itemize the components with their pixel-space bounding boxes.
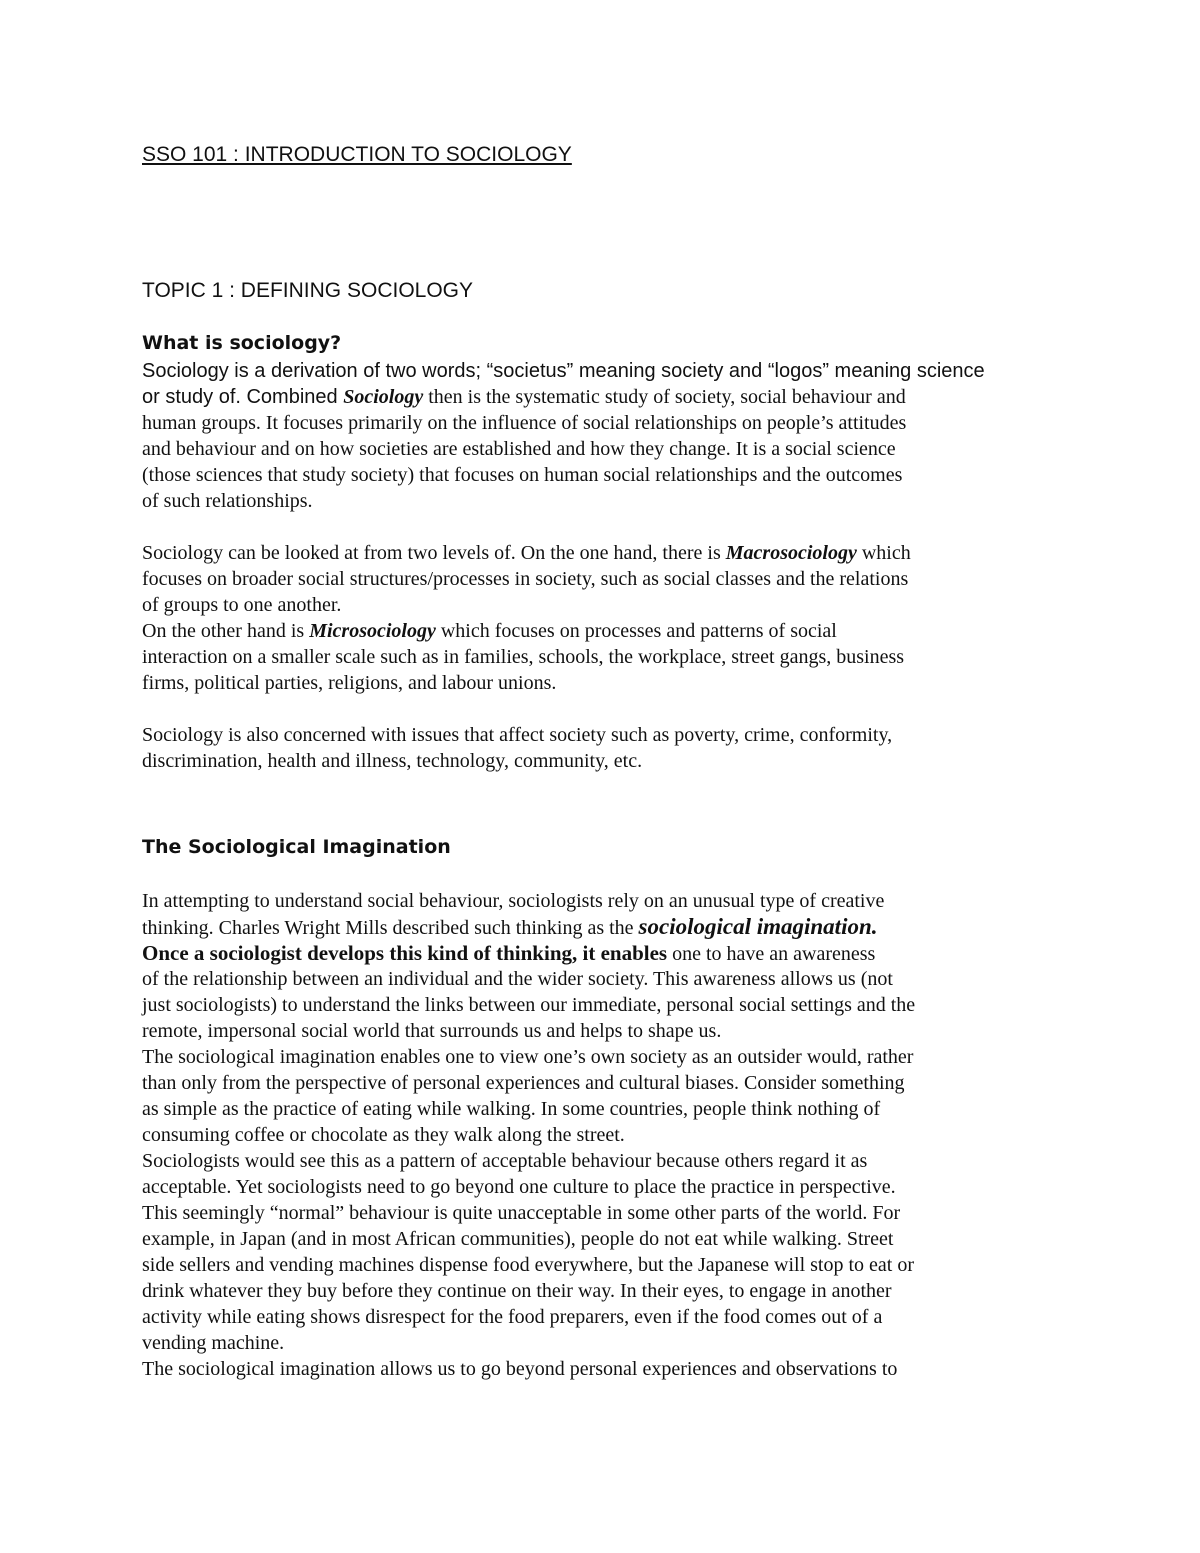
text-line: human groups. It focuses primarily on the influence of social relationships on people’s attitudes (142, 412, 907, 434)
text-line: activity while eating shows disrespect for the food preparers, even if the food comes out of a (142, 1306, 883, 1328)
text-line: side sellers and vending machines dispense food everywhere, but the Japanese will stop to eat or (142, 1254, 915, 1276)
term-macrosociology: Macrosociology (725, 542, 857, 564)
paragraph-spacer (142, 862, 1062, 888)
text-line: vending machine. (142, 1332, 285, 1354)
text-line (142, 618, 1062, 644)
paragraph-issues (142, 722, 1062, 774)
paragraph-imagination (142, 888, 1062, 1382)
text-line: discrimination, health and illness, technology, community, etc. (142, 750, 643, 772)
text-line: of the relationship between an individual and the wider society. This awareness allows us (not (142, 968, 893, 990)
term-microsociology: Microsociology (309, 620, 436, 642)
document-title: SSO 101 : INTRODUCTION TO SOCIOLOGY (142, 143, 572, 166)
section-heading-what-is-sociology: What is sociology? (142, 332, 342, 354)
term-sociological-imagination: sociological imagination. (638, 914, 878, 939)
emphasis-text: Once a sociologist develops this kind of thinking, it enables (142, 941, 668, 965)
text-line: example, in Japan (and in most African communities), people do not eat while walking. Street (142, 1228, 894, 1250)
text-line: consuming coffee or chocolate as they walk along the street. (142, 1124, 625, 1146)
topic-heading: TOPIC 1 : DEFINING SOCIOLOGY (142, 279, 474, 302)
text-line: drink whatever they buy before they continue on their way. In their eyes, to engage in another (142, 1280, 892, 1302)
term-sociology: Sociology (343, 386, 424, 408)
text-line: interaction on a smaller scale such as in families, schools, the workplace, street gangs, business (142, 646, 905, 668)
text-segment: Sociology can be looked at from two levels of. On the one hand, there is (142, 542, 726, 564)
text-line: remote, impersonal social world that surrounds us and helps to shape us. (142, 1020, 722, 1042)
text-line: of such relationships. (142, 490, 313, 512)
text-line: focuses on broader social structures/processes in society, such as social classes and the relations (142, 568, 909, 590)
section-heading-sociological-imagination: The Sociological Imagination (142, 836, 451, 858)
text-line (142, 384, 1062, 410)
text-line: than only from the perspective of personal experiences and cultural biases. Consider something (142, 1072, 905, 1094)
paragraph-spacer (142, 514, 1062, 540)
text-line: Sociologists would see this as a pattern of acceptable behaviour because others regard it as (142, 1150, 868, 1172)
text-segment: On the other hand is (142, 620, 310, 642)
text-line: Sociology is a derivation of two words; “societus” meaning society and “logos” meaning science (142, 360, 985, 382)
text-line: The sociological imagination enables one to view one’s own society as an outsider would, rather (142, 1046, 914, 1068)
text-line (142, 540, 1062, 566)
text-segment: one to have an awareness (667, 943, 876, 965)
text-line: of groups to one another. (142, 594, 342, 616)
text-line: (those sciences that study society) that focuses on human social relationships and the outcomes (142, 464, 903, 486)
text-segment: which focuses on processes and patterns of social (435, 620, 837, 642)
text-line: The sociological imagination allows us to go beyond personal experiences and observations to (142, 1358, 898, 1380)
text-line: Sociology is also concerned with issues that affect society such as poverty, crime, conformity, (142, 724, 893, 746)
text-segment: or study of. Combined (142, 386, 344, 408)
text-segment: then is the systematic study of society, social behaviour and (423, 386, 906, 408)
document-body (142, 140, 1062, 1382)
paragraph-levels (142, 540, 1062, 696)
text-line: just sociologists) to understand the links between our immediate, personal social settings and the (142, 994, 916, 1016)
text-line: as simple as the practice of eating while walking. In some countries, people think nothing of (142, 1098, 881, 1120)
text-line: firms, political parties, religions, and labour unions. (142, 672, 557, 694)
text-segment: which (856, 542, 911, 564)
paragraph-spacer (142, 696, 1062, 722)
text-line: acceptable. Yet sociologists need to go beyond one culture to place the practice in perspective. (142, 1176, 896, 1198)
text-line: This seemingly “normal” behaviour is quite unacceptable in some other parts of the world. For (142, 1202, 901, 1224)
text-line: In attempting to understand social behaviour, sociologists rely on an unusual type of creative (142, 890, 885, 912)
paragraph-definition (142, 358, 1062, 514)
text-line: and behaviour and on how societies are established and how they change. It is a social science (142, 438, 896, 460)
text-line (142, 914, 1062, 940)
text-segment: thinking. Charles Wright Mills described such thinking as the (142, 917, 639, 939)
text-line (142, 940, 1062, 966)
